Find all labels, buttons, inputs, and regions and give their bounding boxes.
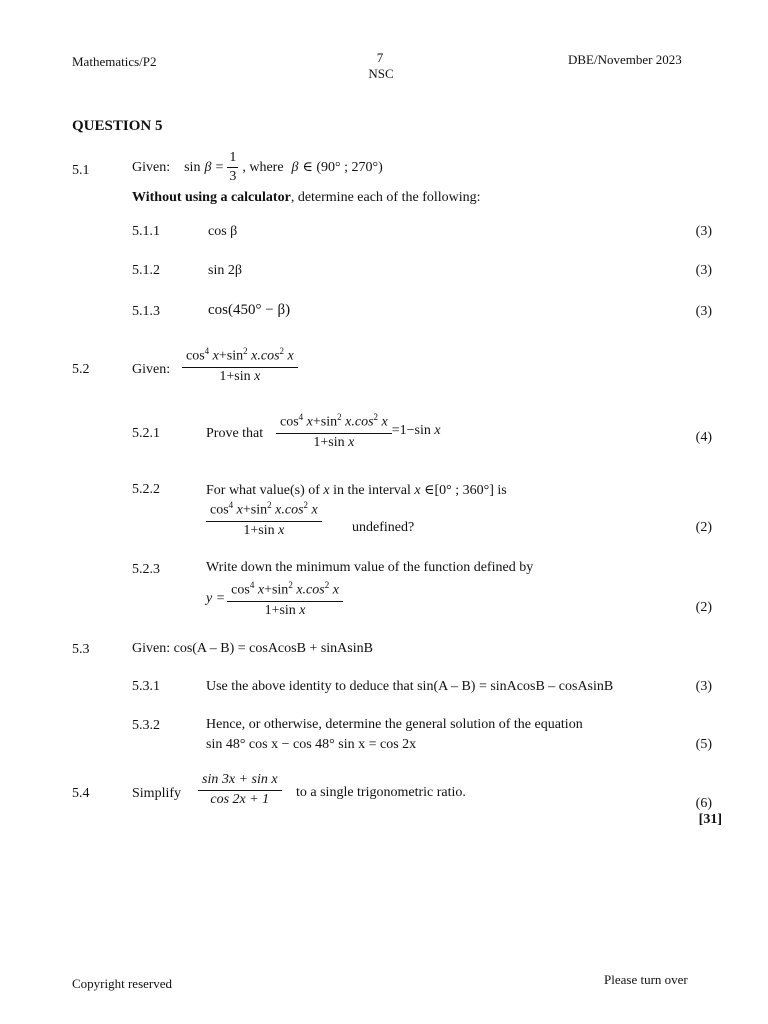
prove-that-text: Prove that: [206, 426, 264, 441]
q-5-2-1-identity: $\frac{\cos^4 x+\sin^2 x.\cos^2 x}{\text{1+sin x}}$ =1−sin x: [276, 412, 441, 451]
q-5-3-number: 5.3: [72, 642, 90, 657]
q-5-4-marks: (6): [695, 796, 712, 811]
q-5-1-3-marks: (3): [695, 304, 712, 319]
q-5-2-number: 5.2: [72, 362, 90, 377]
q-5-3-1-number: 5.3.1: [132, 679, 160, 694]
q-5-1-3-number: 5.1.3: [132, 304, 160, 319]
q-5-1-2-expr: sin 2β: [208, 263, 242, 278]
q-5-2-3-line1: Write down the minimum value of the function defined by: [206, 560, 534, 575]
instruction-line: [132, 190, 481, 206]
question-total: [31]: [698, 812, 722, 827]
equals-sign: =: [215, 159, 224, 175]
q-5-1-number: 5.1: [72, 163, 90, 178]
fraction-denominator: 3: [229, 169, 237, 185]
where-text: , where: [242, 159, 284, 175]
instruction-bold: Without using a calculator: [132, 190, 291, 205]
q-5-3-2-marks: (5): [695, 737, 712, 752]
q-5-2-given-label: Given:: [132, 362, 171, 377]
q-5-2-expression: $\frac{\cos^4 x+\sin^2 x.\cos^2 x}{\text{1+sin x}}$: [182, 346, 298, 385]
q-5-1-2-marks: (3): [695, 263, 712, 278]
q-5-1-3-expr: cos(450° − β): [208, 302, 291, 318]
q-5-4-denominator: cos 2x + 1: [210, 792, 270, 808]
q-5-1-2-number: 5.1.2: [132, 263, 160, 278]
q-5-2-2-number: 5.2.2: [132, 482, 160, 497]
fraction-numerator: 1: [227, 150, 238, 168]
header-nsc: NSC: [368, 66, 394, 81]
question-title: QUESTION 5: [72, 118, 163, 134]
q-5-2-3-marks: (2): [695, 600, 712, 615]
instruction-rest: , determine each of the following:: [290, 190, 481, 205]
q-5-3-2-line1: Hence, or otherwise, determine the general solution of the equation: [206, 717, 583, 732]
undefined-text: undefined?: [352, 520, 415, 535]
q-5-3-2-number: 5.3.2: [132, 718, 160, 733]
interval-text: ∈ (90° ; 270°): [302, 160, 383, 176]
q-5-3-given: Given: cos(A – B) = cosAcosB + sinAsinB: [132, 641, 373, 656]
q-5-2-2-expression: $\frac{\cos^4 x+\sin^2 x.\cos^2 x}{\text{1+sin x}}$: [206, 500, 322, 539]
q-5-1-1-expr: cos β: [208, 224, 238, 239]
footer-turn-over: Please turn over: [604, 972, 688, 987]
q-5-3-1-marks: (3): [695, 679, 712, 694]
given-label: Given:: [132, 159, 171, 175]
page-number: 7: [376, 50, 384, 65]
q-5-2-2-marks: (2): [695, 520, 712, 535]
q-5-1-1-marks: (3): [695, 224, 712, 239]
q-5-2-3-number: 5.2.3: [132, 562, 160, 577]
sin-text: sin: [184, 159, 201, 175]
q-5-2-1-number: 5.2.1: [132, 426, 160, 441]
q-5-1-given: [132, 150, 383, 185]
q-5-4-fraction: [198, 772, 282, 808]
q-5-3-2-equation: sin 48° cos x − cos 48° sin x = cos 2x: [206, 737, 417, 752]
q-5-2-1-marks: (4): [695, 430, 712, 445]
footer-copyright: Copyright reserved: [72, 976, 173, 991]
q-5-1-1-number: 5.1.1: [132, 224, 160, 239]
q-5-3-1-text: Use the above identity to deduce that sin(A – B) = sinAcosB – cosAsinB: [206, 679, 614, 694]
q-5-4-number: 5.4: [72, 786, 90, 801]
q-5-2-2-line1: For what value(s) of x in the interval x ∈[0° ; 360°] is: [206, 483, 507, 498]
beta-symbol-2: β: [291, 159, 299, 175]
header-exam-date: DBE/November 2023: [568, 52, 682, 67]
q-5-4-numerator: sin 3x + sin x: [198, 772, 282, 791]
q-5-2-3-function: y = $\frac{\cos^4 x+\sin^2 x.\cos^2 x}{\text{1+sin x}}$: [206, 580, 343, 619]
one-third-fraction: [227, 150, 238, 185]
header-subject: Mathematics/P2: [72, 54, 157, 69]
q-5-4-rest: to a single trigonometric ratio.: [296, 785, 466, 800]
beta-symbol: β: [204, 159, 212, 175]
simplify-text: Simplify: [132, 786, 182, 801]
